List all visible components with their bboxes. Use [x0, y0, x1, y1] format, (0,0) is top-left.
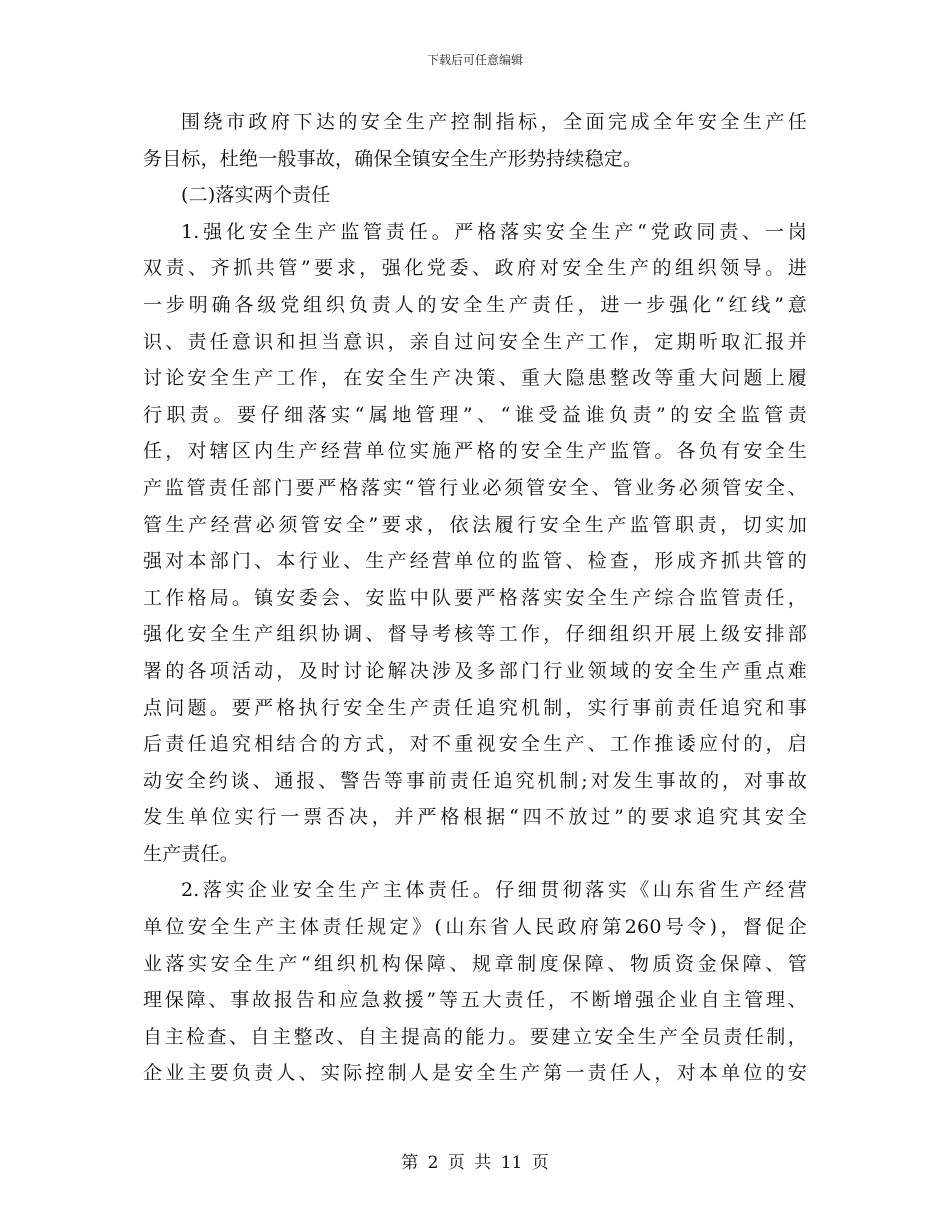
- text-line: 生产责任。: [143, 842, 240, 865]
- text-line: 署的各项活动，及时讨论解决涉及多部门行业领域的安全生产重点难: [143, 659, 807, 682]
- text-line: 管生产经营必须管安全”要求，依法履行安全生产监管职责，切实加: [143, 513, 807, 536]
- text-line: 行职责。要仔细落实“属地管理”、“谁受益谁负责”的安全监管责: [143, 403, 807, 426]
- text-line: 点问题。要严格执行安全生产责任追究机制，实行事前责任追究和事: [143, 696, 807, 719]
- page-header: 下载后可任意编辑: [426, 53, 523, 67]
- text-line: 任，对辖区内生产经营单位实施严格的安全生产监管。各负有安全生: [143, 440, 807, 463]
- document-body: [143, 104, 807, 1092]
- text-line: 理保障、事故报告和应急救援”等五大责任，不断增强企业自主管理、: [143, 989, 807, 1012]
- text-line: 强对本部门、本行业、生产经营单位的监管、检查，形成齐抓共管的: [143, 550, 807, 573]
- page-number-footer: 第 2 页 共 11 页: [401, 1153, 549, 1173]
- text-line: 产监管责任部门要严格落实“管行业必须管安全、管业务必须管安全、: [143, 476, 807, 499]
- text-line: 自主检查、自主整改、自主提高的能力。要建立安全生产全员责任制，: [143, 1025, 807, 1048]
- text-line: 动安全约谈、通报、警告等事前责任追究机制;对发生事故的，对事故: [143, 769, 807, 792]
- section-heading: (二)落实两个责任: [181, 184, 331, 207]
- text-line: 务目标，杜绝一般事故，确保全镇安全生产形势持续稳定。: [143, 147, 643, 170]
- text-line: 围绕市政府下达的安全生产控制指标，全面完成全年安全生产任: [181, 111, 807, 133]
- text-line: 强化安全生产组织协调、督导考核等工作，仔细组织开展上级安排部: [143, 623, 807, 646]
- text-line: 识、责任意识和担当意识，亲自过问安全生产工作，定期听取汇报并: [143, 330, 807, 353]
- text-line: 2.落实企业安全生产主体责任。仔细贯彻落实《山东省生产经营: [181, 879, 807, 902]
- text-line: 工作格局。镇安委会、安监中队要严格落实安全生产综合监管责任，: [143, 586, 807, 609]
- text-line: 1.强化安全生产监管责任。严格落实安全生产“党政同责、一岗: [181, 220, 807, 243]
- text-line: 单位安全生产主体责任规定》(山东省人民政府第260号令)，督促企: [143, 916, 807, 939]
- text-line: 双责、齐抓共管”要求，强化党委、政府对安全生产的组织领导。进: [143, 257, 807, 280]
- text-line: 企业主要负责人、实际控制人是安全生产第一责任人，对本单位的安: [143, 1062, 807, 1085]
- text-line: 后责任追究相结合的方式，对不重视安全生产、工作推诿应付的，启: [143, 733, 807, 756]
- text-line: 发生单位实行一票否决，并严格根据“四不放过”的要求追究其安全: [143, 806, 807, 829]
- text-line: 讨论安全生产工作，在安全生产决策、重大隐患整改等重大问题上履: [143, 367, 807, 390]
- text-line: 一步明确各级党组织负责人的安全生产责任，进一步强化“红线”意: [143, 293, 807, 316]
- text-line: 业落实安全生产“组织机构保障、规章制度保障、物质资金保障、管: [143, 952, 807, 975]
